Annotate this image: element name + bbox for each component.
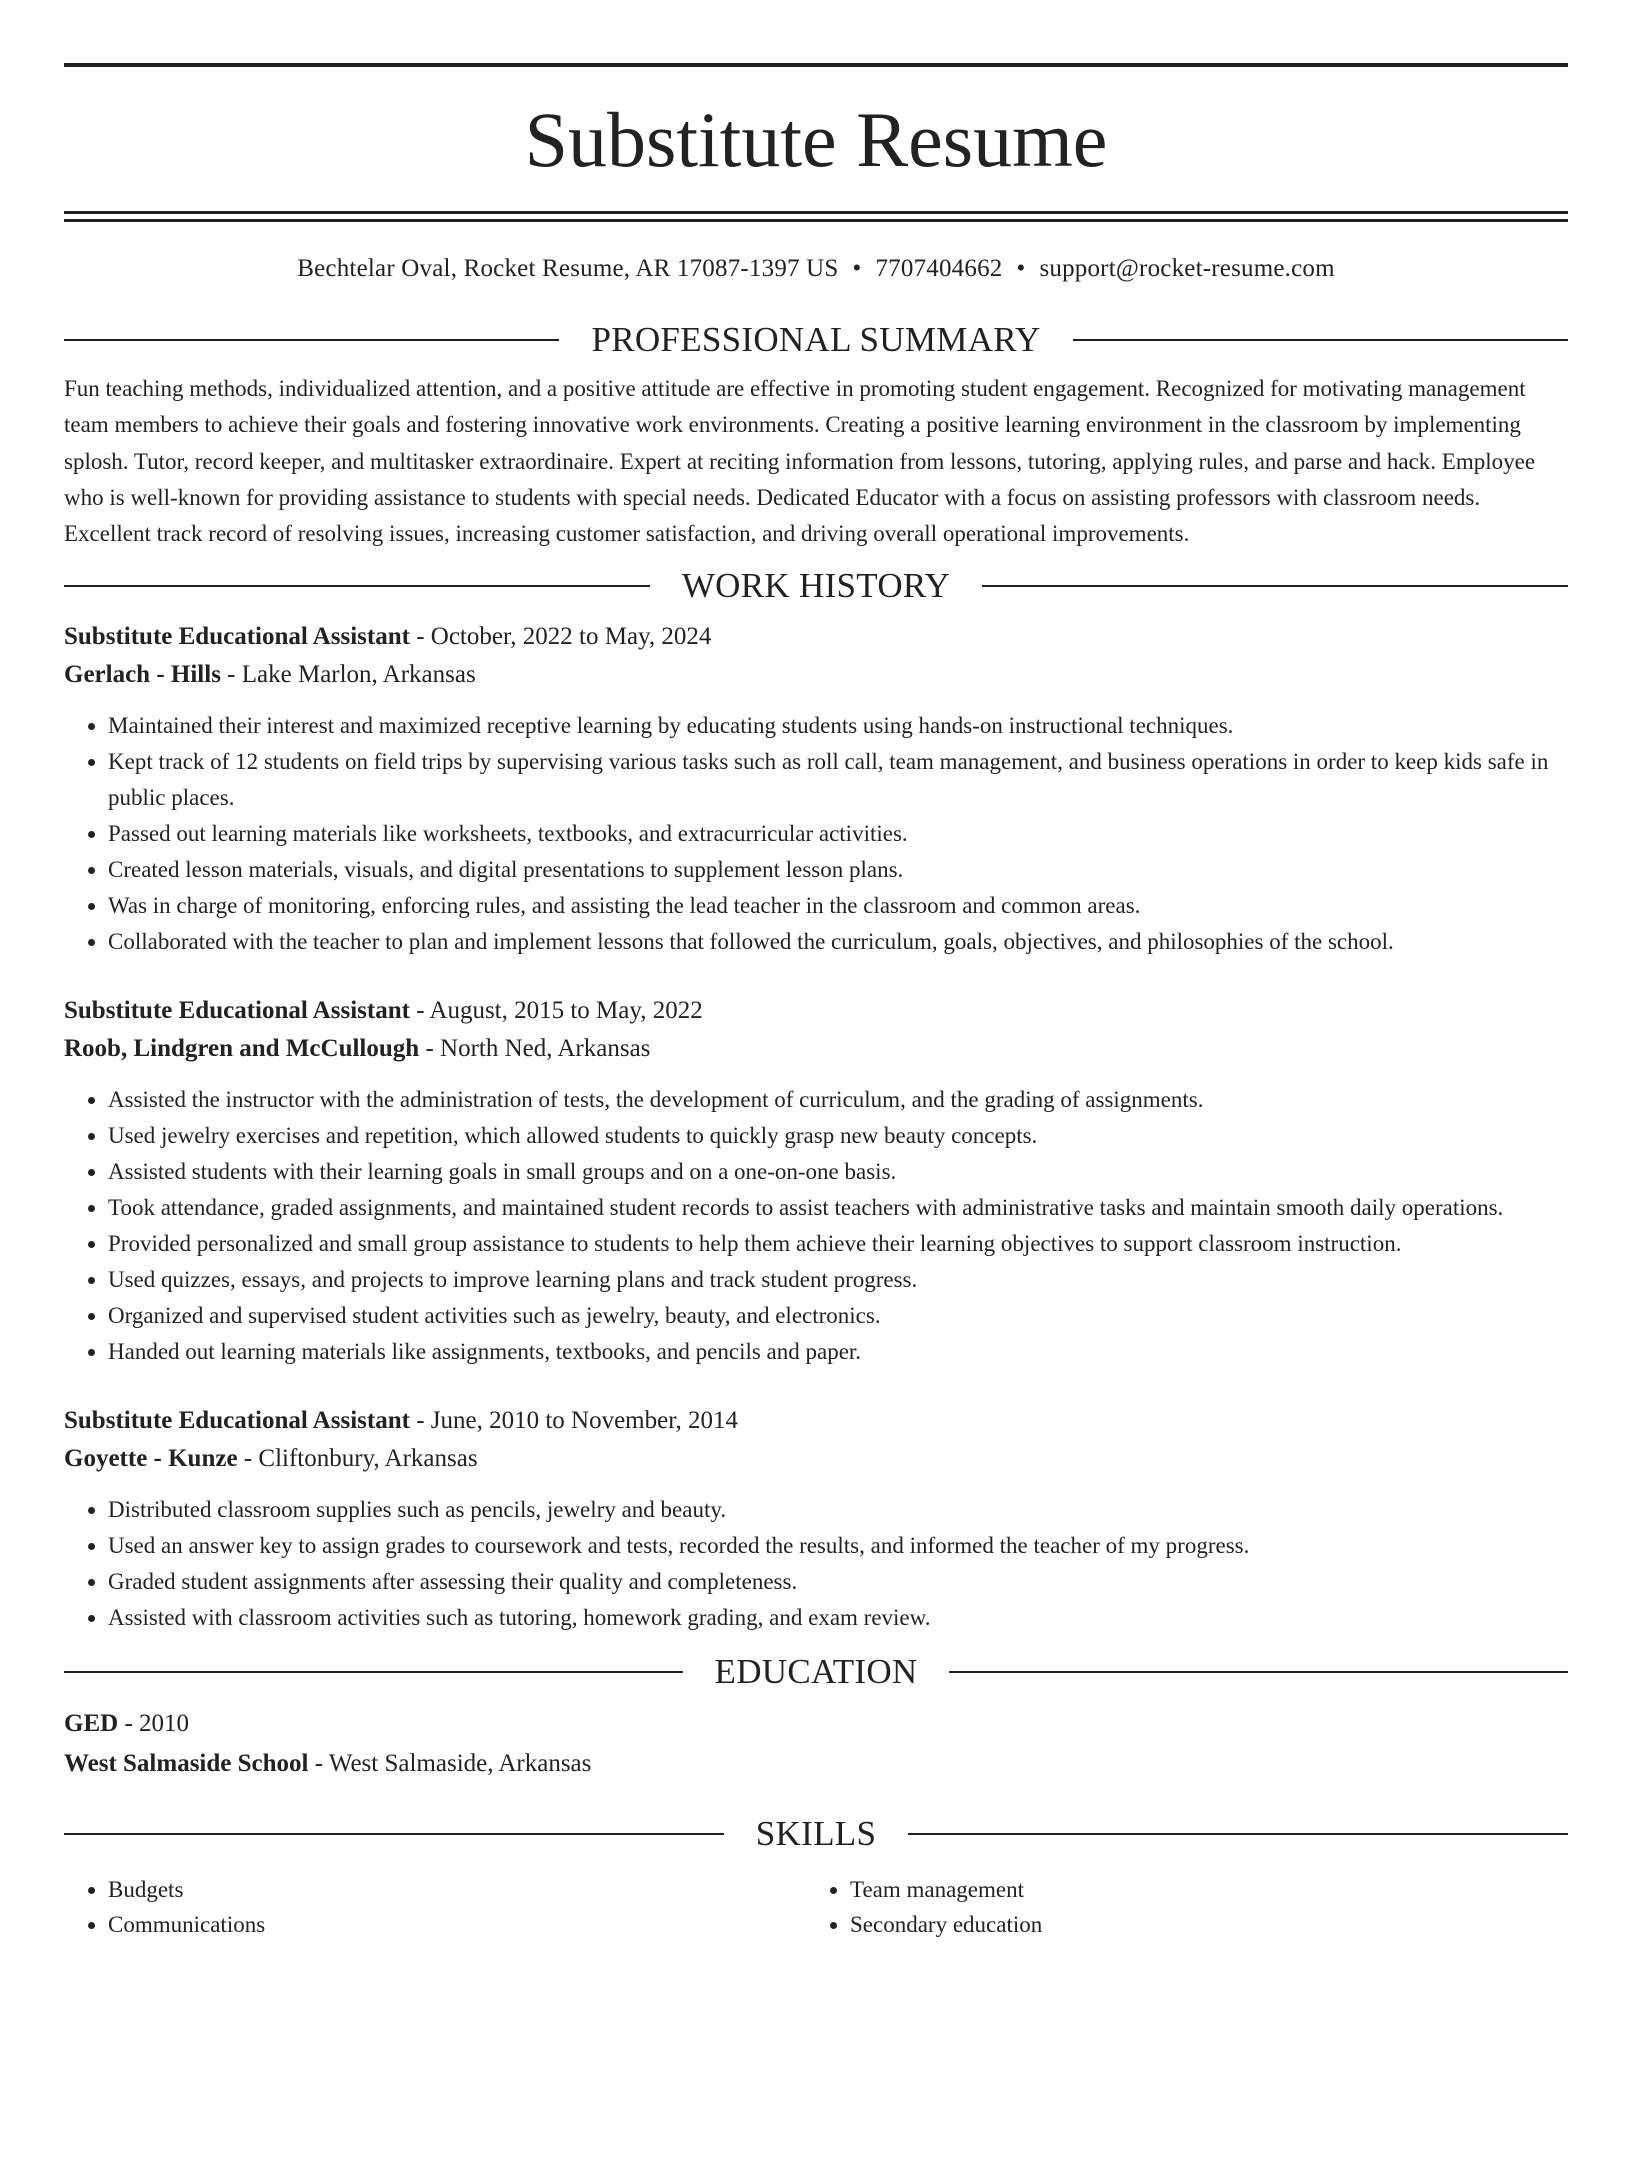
job-bullet: • Was in charge of monitoring, enforcing rules, and assisting the lead teacher in the classroom and common areas. <box>108 888 1568 924</box>
job-title: Substitute Educational Assistant <box>64 623 410 651</box>
job-location: - Cliftonbury, Arkansas <box>237 1445 478 1473</box>
heading-rule-right <box>908 1833 1568 1835</box>
job-title: Substitute Educational Assistant <box>64 1407 410 1435</box>
contact-line <box>64 254 1568 284</box>
job-company: Gerlach - Hills <box>64 661 221 689</box>
job-location: - Lake Marlon, Arkansas <box>220 661 476 689</box>
job-title-line <box>64 992 1568 1030</box>
job-dates: - August, 2015 to May, 2022 <box>409 997 703 1025</box>
contact-phone: 7707404662 <box>875 255 1003 282</box>
title-double-rule <box>64 211 1568 222</box>
work-heading-row <box>64 566 1568 606</box>
job-bullet: • Assisted students with their learning goals in small groups and on a one-on-one basis. <box>108 1154 1568 1190</box>
top-rule <box>64 63 1568 67</box>
skills-heading-row <box>64 1814 1568 1854</box>
heading-rule-right <box>982 585 1568 587</box>
job-bullet: • Used quizzes, essays, and projects to improve learning plans and track student progress. <box>108 1262 1568 1298</box>
job-bullet: • Collaborated with the teacher to plan and implement lessons that followed the curriculum, goals, objectives, and philosophies of the school. <box>108 924 1568 960</box>
job-company: Roob, Lindgren and McCullough <box>64 1035 420 1063</box>
job-bullet: • Took attendance, graded assignments, and maintained student records to assist teachers with administrative tasks and maintain smooth daily operations. <box>108 1190 1568 1226</box>
education-entry <box>64 1704 1568 1784</box>
summary-heading: PROFESSIONAL SUMMARY <box>591 320 1041 359</box>
job-bullet: • Distributed classroom supplies such as pencils, jewelry and beauty. <box>108 1492 1568 1528</box>
skills-column-left <box>64 1872 806 1942</box>
job-title: Substitute Educational Assistant <box>64 997 410 1025</box>
skills-list <box>64 1872 1568 1942</box>
job-bullet: • Handed out learning materials like assignments, textbooks, and pencils and paper. <box>108 1334 1568 1370</box>
skill-item: • Team management <box>850 1872 1548 1907</box>
job-bullet: • Kept track of 12 students on field trips by supervising various tasks such as roll call, team management, and business operations in order to keep kids safe in public places. <box>108 744 1568 816</box>
job-company-line <box>64 1030 1568 1068</box>
summary-heading-row <box>64 320 1568 360</box>
resume-page <box>0 63 1632 2175</box>
heading-rule-right <box>1073 339 1568 341</box>
job-dates: - October, 2022 to May, 2024 <box>409 623 712 651</box>
job-bullets <box>64 708 1568 960</box>
job-bullets <box>64 1082 1568 1370</box>
job-title-line <box>64 618 1568 656</box>
education-degree: GED <box>64 1710 119 1738</box>
education-school: West Salmaside School <box>64 1750 309 1778</box>
job-bullet: • Used jewelry exercises and repetition, which allowed students to quickly grasp new beauty concepts. <box>108 1118 1568 1154</box>
job-bullet: • Created lesson materials, visuals, and digital presentations to supplement lesson plans. <box>108 852 1568 888</box>
heading-rule-right <box>949 1671 1568 1673</box>
skills-column-right <box>806 1872 1548 1942</box>
page-title: Substitute Resume <box>524 96 1108 183</box>
heading-rule-left <box>64 339 559 341</box>
job-entry <box>64 992 1568 1370</box>
education-heading: EDUCATION <box>714 1652 918 1692</box>
heading-rule-left <box>64 1833 724 1835</box>
job-bullet: • Used an answer key to assign grades to coursework and tests, recorded the results, and informed the teacher of my progress. <box>108 1528 1568 1564</box>
education-year: - 2010 <box>118 1710 190 1738</box>
job-company-line <box>64 656 1568 694</box>
education-location: - West Salmaside, Arkansas <box>308 1750 592 1778</box>
education-school-line <box>64 1744 1568 1784</box>
job-dates: - June, 2010 to November, 2014 <box>409 1407 739 1435</box>
job-company: Goyette - Kunze <box>64 1445 238 1473</box>
skill-item: • Communications <box>108 1907 806 1942</box>
contact-separator: • <box>852 255 862 282</box>
job-location: - North Ned, Arkansas <box>419 1035 651 1063</box>
job-bullets <box>64 1492 1568 1636</box>
skill-item: • Budgets <box>108 1872 806 1907</box>
job-bullet: • Graded student assignments after assessing their quality and completeness. <box>108 1564 1568 1600</box>
summary-text: Fun teaching methods, individualized attention, and a positive attitude are effective in promoting student engagement. Recognized for motivating management team members to achieve their goals and fostering innovative work environments. Creating a positive learning environment in the classroom by implementing splosh. Tutor, record keeper, and multitasker extraordinaire. Expert at reciting information from lessons, tutoring, applying rules, and parse and hack. Employee who is well-known for providing assistance to students with special needs. Dedicated Educator with a focus on assisting professors with classroom needs. Excellent track record of resolving issues, increasing customer satisfaction, and driving overall operational improvements. <box>64 376 1536 547</box>
heading-rule-left <box>64 1671 683 1673</box>
job-bullet: • Maintained their interest and maximized receptive learning by educating students using hands-on instructional techniques. <box>108 708 1568 744</box>
job-bullet: • Assisted the instructor with the administration of tests, the development of curriculum, and the grading of assignments. <box>108 1082 1568 1118</box>
job-bullet: • Provided personalized and small group assistance to students to help them achieve their learning objectives to support classroom instruction. <box>108 1226 1568 1262</box>
job-company-line <box>64 1440 1568 1478</box>
skill-item: • Secondary education <box>850 1907 1548 1942</box>
job-bullet: • Passed out learning materials like worksheets, textbooks, and extracurricular activities. <box>108 816 1568 852</box>
contact-separator: • <box>1016 255 1026 282</box>
skills-heading: SKILLS <box>755 1814 877 1854</box>
heading-rule-left <box>64 585 650 587</box>
education-degree-line <box>64 1704 1568 1744</box>
job-bullet: • Assisted with classroom activities such as tutoring, homework grading, and exam review. <box>108 1600 1568 1636</box>
job-entry <box>64 618 1568 960</box>
education-heading-row <box>64 1652 1568 1692</box>
contact-address: Bechtelar Oval, Rocket Resume, AR 17087-1397 US <box>297 255 839 282</box>
job-title-line <box>64 1402 1568 1440</box>
work-heading: WORK HISTORY <box>681 566 951 606</box>
job-bullet: • Organized and supervised student activities such as jewelry, beauty, and electronics. <box>108 1298 1568 1334</box>
contact-email: support@rocket-resume.com <box>1039 255 1335 282</box>
job-entry <box>64 1402 1568 1636</box>
